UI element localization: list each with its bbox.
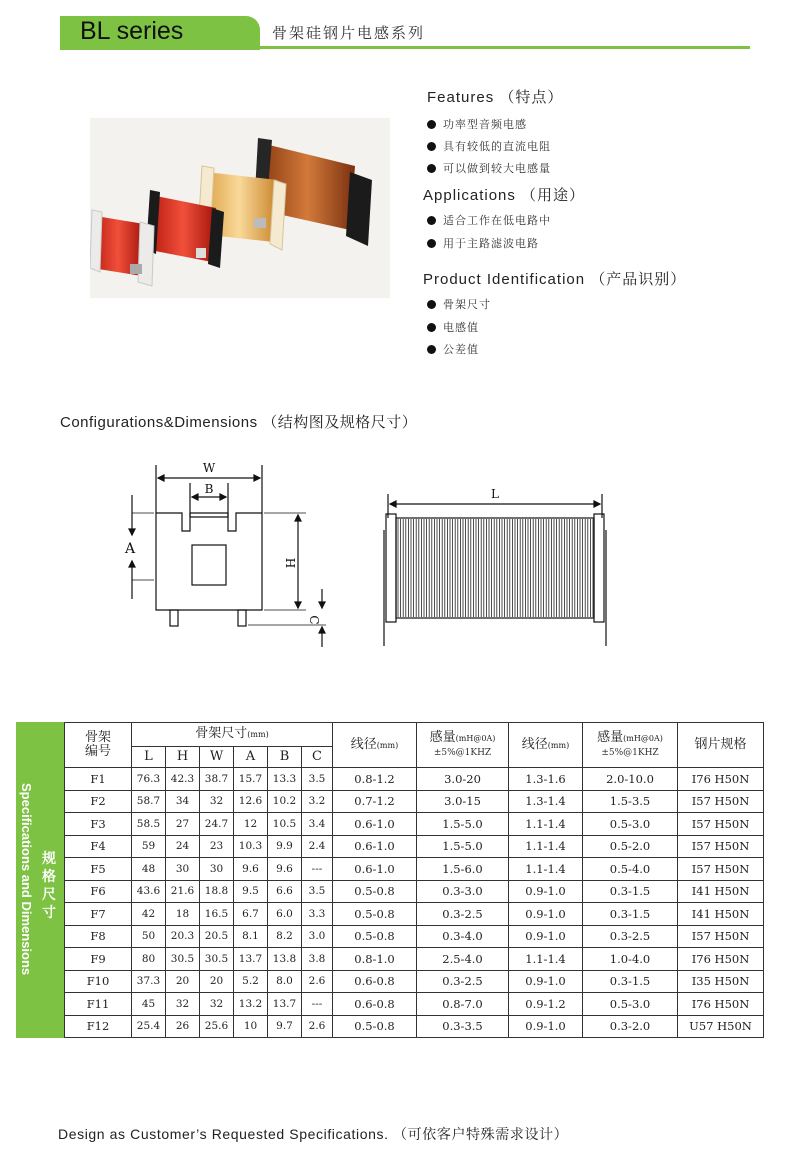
table-row: [65, 813, 764, 836]
table-cell: ---: [302, 993, 333, 1016]
table-cell: F1: [65, 768, 132, 791]
front-view-diagram: [110, 455, 350, 655]
table-cell: 10: [234, 1015, 268, 1038]
table-cell: 1.1-1.4: [509, 835, 583, 858]
table-row: [65, 925, 764, 948]
table-cell: 0.9-1.0: [509, 880, 583, 903]
table-cell: 2.5-4.0: [417, 948, 509, 971]
table-cell: F10: [65, 970, 132, 993]
header-col-l: L: [132, 747, 166, 768]
table-cell: 13.8: [268, 948, 302, 971]
spec-side-label: [16, 722, 64, 1038]
table-cell: 3.0-15: [417, 790, 509, 813]
table-cell: 0.9-1.0: [509, 970, 583, 993]
table-cell: 30: [200, 858, 234, 881]
header-bobbin-size: 骨架尺寸(mm): [132, 723, 333, 747]
table-cell: F5: [65, 858, 132, 881]
dim-label-c: C: [307, 615, 321, 625]
table-cell: 18: [166, 903, 200, 926]
header-col-w: W: [200, 747, 234, 768]
bullet-icon: [427, 216, 436, 225]
bullet-icon: [427, 120, 436, 129]
table-cell: I57 H50N: [678, 925, 764, 948]
table-cell: 76.3: [132, 768, 166, 791]
table-cell: 2.4: [302, 835, 333, 858]
table-cell: 18.8: [200, 880, 234, 903]
table-cell: I41 H50N: [678, 880, 764, 903]
table-cell: I76 H50N: [678, 768, 764, 791]
table-cell: 0.3-3.0: [417, 880, 509, 903]
header-bobbin-no: 骨架 编号: [65, 723, 132, 768]
header-steel-spec: 钢片规格: [678, 723, 764, 768]
table-cell: 3.0: [302, 925, 333, 948]
table-cell: 0.8-7.0: [417, 993, 509, 1016]
table-cell: I57 H50N: [678, 790, 764, 813]
table-cell: 20.5: [200, 925, 234, 948]
table-cell: 8.1: [234, 925, 268, 948]
feature-item: 具有较低的直流电阻: [427, 138, 551, 154]
table-cell: F12: [65, 1015, 132, 1038]
identification-item: 公差值: [427, 341, 479, 357]
dim-label-h: H: [283, 557, 297, 569]
table-cell: 0.6-1.0: [333, 835, 417, 858]
table-cell: 10.2: [268, 790, 302, 813]
table-cell: 48: [132, 858, 166, 881]
table-cell: 6.6: [268, 880, 302, 903]
table-cell: 24.7: [200, 813, 234, 836]
table-cell: 0.6-1.0: [333, 858, 417, 881]
table-cell: F8: [65, 925, 132, 948]
table-cell: 1.3-1.4: [509, 790, 583, 813]
side-view-diagram: [376, 478, 616, 648]
table-cell: 6.7: [234, 903, 268, 926]
table-cell: 20: [166, 970, 200, 993]
dim-label-b: B: [204, 482, 214, 496]
table-cell: 32: [200, 790, 234, 813]
table-cell: 0.3-1.5: [583, 903, 678, 926]
table-row: [65, 903, 764, 926]
bullet-icon: [427, 239, 436, 248]
table-cell: 25.6: [200, 1015, 234, 1038]
table-cell: 12.6: [234, 790, 268, 813]
table-cell: 0.9-1.0: [509, 1015, 583, 1038]
dim-label-w: W: [202, 461, 216, 475]
table-cell: 0.3-3.5: [417, 1015, 509, 1038]
table-cell: 3.3: [302, 903, 333, 926]
table-cell: I35 H50N: [678, 970, 764, 993]
table-row: [65, 768, 764, 791]
table-cell: 25.4: [132, 1015, 166, 1038]
table-cell: F7: [65, 903, 132, 926]
table-row: [65, 790, 764, 813]
header-col-a: A: [234, 747, 268, 768]
application-item: 适合工作在低电路中: [427, 212, 551, 228]
table-cell: 3.5: [302, 880, 333, 903]
table-cell: 3.2: [302, 790, 333, 813]
header-inductance-1: 感量(mH@0A) ±5%@1KHZ: [417, 723, 509, 768]
table-row: [65, 970, 764, 993]
table-cell: 13.3: [268, 768, 302, 791]
table-cell: I57 H50N: [678, 835, 764, 858]
table-cell: 34: [166, 790, 200, 813]
table-cell: U57 H50N: [678, 1015, 764, 1038]
table-cell: 3.4: [302, 813, 333, 836]
table-cell: 5.2: [234, 970, 268, 993]
table-cell: I76 H50N: [678, 948, 764, 971]
feature-item: 可以做到较大电感量: [427, 160, 551, 176]
identification-item: 电感值: [427, 319, 479, 335]
table-cell: F4: [65, 835, 132, 858]
table-cell: 0.8-1.0: [333, 948, 417, 971]
table-cell: 8.0: [268, 970, 302, 993]
bullet-icon: [427, 300, 436, 309]
product-photo: [90, 118, 390, 298]
table-cell: I76 H50N: [678, 993, 764, 1016]
table-cell: 45: [132, 993, 166, 1016]
table-cell: 10.3: [234, 835, 268, 858]
coil-winding: [398, 519, 593, 617]
dim-label-a: A: [124, 541, 136, 557]
table-cell: 0.3-2.0: [583, 1015, 678, 1038]
table-cell: 1.5-5.0: [417, 813, 509, 836]
configurations-title: Configurations&Dimensions （结构图及规格尺寸）: [60, 414, 418, 431]
table-cell: 13.2: [234, 993, 268, 1016]
table-cell: 0.3-4.0: [417, 925, 509, 948]
table-cell: F9: [65, 948, 132, 971]
table-cell: 9.7: [268, 1015, 302, 1038]
table-cell: 3.8: [302, 948, 333, 971]
table-cell: F3: [65, 813, 132, 836]
header-divider: [60, 46, 750, 49]
bullet-icon: [427, 164, 436, 173]
table-cell: I57 H50N: [678, 813, 764, 836]
table-cell: 3.0-20: [417, 768, 509, 791]
table-cell: 13.7: [268, 993, 302, 1016]
table-cell: 20: [200, 970, 234, 993]
table-cell: 16.5: [200, 903, 234, 926]
table-cell: 10.5: [268, 813, 302, 836]
table-cell: 0.5-3.0: [583, 993, 678, 1016]
table-row: [65, 993, 764, 1016]
table-cell: 0.9-1.2: [509, 993, 583, 1016]
table-cell: 0.7-1.2: [333, 790, 417, 813]
bullet-icon: [427, 345, 436, 354]
identification-title: Product Identification （产品识别）: [423, 271, 687, 288]
table-cell: F2: [65, 790, 132, 813]
table-cell: 26: [166, 1015, 200, 1038]
dim-label-l: L: [491, 487, 499, 501]
series-title: BL series: [80, 17, 184, 45]
table-cell: 0.6-0.8: [333, 993, 417, 1016]
table-cell: 0.3-2.5: [417, 903, 509, 926]
table-cell: 27: [166, 813, 200, 836]
table-row: [65, 1015, 764, 1038]
table-cell: 9.9: [268, 835, 302, 858]
bullet-icon: [427, 142, 436, 151]
table-row: [65, 858, 764, 881]
table-cell: 1.5-5.0: [417, 835, 509, 858]
table-cell: 0.5-4.0: [583, 858, 678, 881]
header-col-c: C: [302, 747, 333, 768]
header-col-h: H: [166, 747, 200, 768]
table-cell: I57 H50N: [678, 858, 764, 881]
table-cell: 24: [166, 835, 200, 858]
table-cell: 0.8-1.2: [333, 768, 417, 791]
table-cell: 0.5-3.0: [583, 813, 678, 836]
table-cell: 1.5-6.0: [417, 858, 509, 881]
table-cell: 0.3-2.5: [583, 925, 678, 948]
table-cell: 42.3: [166, 768, 200, 791]
side-label-cn: 规 格 尺 寸: [42, 851, 56, 921]
table-cell: 59: [132, 835, 166, 858]
table-cell: 6.0: [268, 903, 302, 926]
table-cell: 9.6: [268, 858, 302, 881]
table-cell: 2.6: [302, 1015, 333, 1038]
table-cell: F6: [65, 880, 132, 903]
table-cell: 30: [166, 858, 200, 881]
table-cell: 30.5: [166, 948, 200, 971]
table-cell: 15.7: [234, 768, 268, 791]
table-cell: 1.1-1.4: [509, 813, 583, 836]
table-cell: 50: [132, 925, 166, 948]
table-cell: 0.5-0.8: [333, 880, 417, 903]
series-subtitle: 骨架硅钢片电感系列: [272, 24, 426, 42]
table-cell: 1.3-1.6: [509, 768, 583, 791]
table-cell: 0.5-0.8: [333, 903, 417, 926]
table-cell: 3.5: [302, 768, 333, 791]
spec-table: [64, 722, 764, 1038]
table-cell: 0.5-2.0: [583, 835, 678, 858]
identification-item: 骨架尺寸: [427, 296, 491, 312]
header-wire-diameter-1: 线径(mm): [333, 723, 417, 768]
table-row: [65, 948, 764, 971]
table-cell: 30.5: [200, 948, 234, 971]
features-title: Features （特点）: [427, 89, 564, 106]
table-cell: 0.9-1.0: [509, 903, 583, 926]
table-cell: 8.2: [268, 925, 302, 948]
table-cell: 21.6: [166, 880, 200, 903]
footer-note: Design as Customer’s Requested Specifications. （可依客户特殊需求设计）: [58, 1126, 569, 1142]
table-row: [65, 880, 764, 903]
table-cell: I41 H50N: [678, 903, 764, 926]
table-cell: 0.3-1.5: [583, 970, 678, 993]
table-cell: 2.0-10.0: [583, 768, 678, 791]
table-cell: 80: [132, 948, 166, 971]
table-cell: 32: [166, 993, 200, 1016]
table-cell: 0.9-1.0: [509, 925, 583, 948]
table-cell: 58.7: [132, 790, 166, 813]
table-cell: 37.3: [132, 970, 166, 993]
table-cell: ---: [302, 858, 333, 881]
table-cell: 1.1-1.4: [509, 948, 583, 971]
series-tab: [60, 16, 260, 50]
table-cell: 23: [200, 835, 234, 858]
table-cell: 42: [132, 903, 166, 926]
feature-item: 功率型音频电感: [427, 116, 527, 132]
table-row: [65, 835, 764, 858]
table-cell: 20.3: [166, 925, 200, 948]
bullet-icon: [427, 323, 436, 332]
table-cell: 9.5: [234, 880, 268, 903]
table-cell: 12: [234, 813, 268, 836]
table-cell: 43.6: [132, 880, 166, 903]
table-cell: 0.6-1.0: [333, 813, 417, 836]
side-label-en: Specifications and Dimensions: [19, 782, 34, 976]
table-cell: 0.3-2.5: [417, 970, 509, 993]
table-cell: 32: [200, 993, 234, 1016]
table-cell: 58.5: [132, 813, 166, 836]
table-cell: F11: [65, 993, 132, 1016]
header-wire-diameter-2: 线径(mm): [509, 723, 583, 768]
table-cell: 1.0-4.0: [583, 948, 678, 971]
table-cell: 13.7: [234, 948, 268, 971]
table-cell: 1.5-3.5: [583, 790, 678, 813]
table-cell: 2.6: [302, 970, 333, 993]
table-cell: 0.5-0.8: [333, 1015, 417, 1038]
table-cell: 0.5-0.8: [333, 925, 417, 948]
application-item: 用于主路滤波电路: [427, 235, 539, 251]
table-cell: 1.1-1.4: [509, 858, 583, 881]
header-inductance-2: 感量(mH@0A) ±5%@1KHZ: [583, 723, 678, 768]
table-cell: 0.3-1.5: [583, 880, 678, 903]
table-cell: 38.7: [200, 768, 234, 791]
table-cell: 9.6: [234, 858, 268, 881]
applications-title: Applications （用途）: [423, 187, 586, 204]
header-col-b: B: [268, 747, 302, 768]
table-cell: 0.6-0.8: [333, 970, 417, 993]
